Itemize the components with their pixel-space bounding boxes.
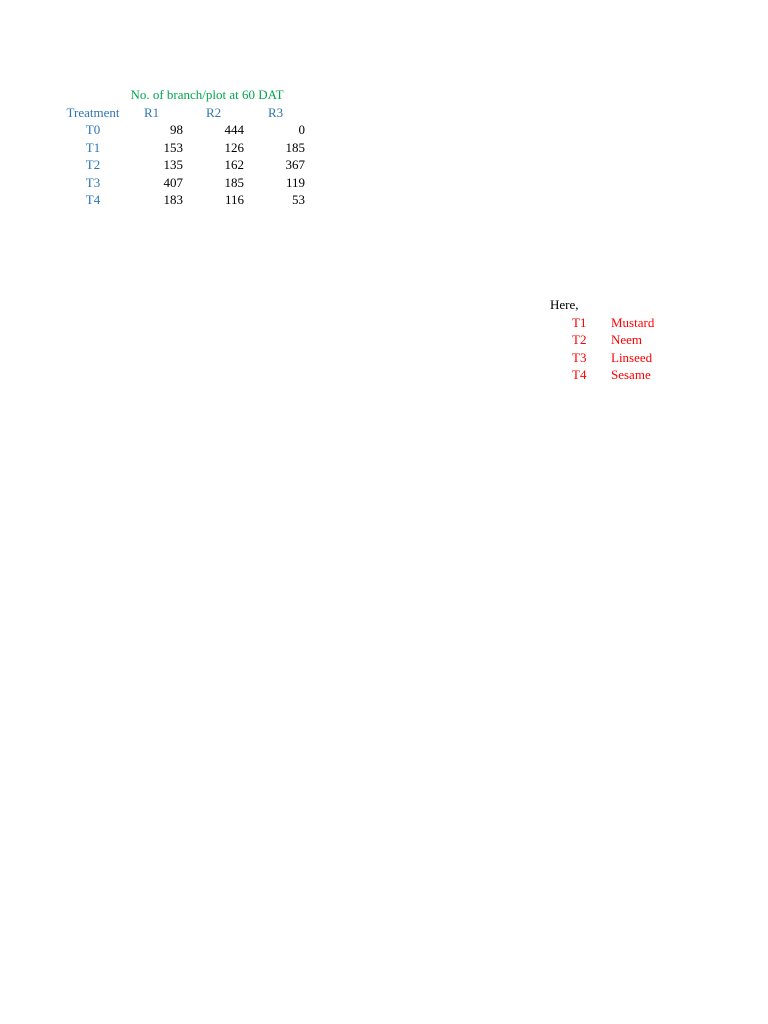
value-cell: 116 <box>224 192 244 207</box>
legend-name: Linseed <box>611 349 653 365</box>
value-cell: 407 <box>163 174 183 190</box>
header-treatment: Treatment <box>66 104 120 120</box>
value-cell: 185 <box>285 139 305 155</box>
legend-code: T1 <box>572 314 587 330</box>
value-cell: 367 <box>285 157 305 172</box>
header-r2: R2 <box>206 104 222 120</box>
legend-heading: Here, <box>550 297 579 312</box>
value-cell: 119 <box>285 174 305 190</box>
value-cell: 183 <box>163 192 183 207</box>
value-cell: 185 <box>224 174 244 190</box>
value-cell: 126 <box>224 139 244 155</box>
value-cell: 53 <box>292 192 305 207</box>
treatment-cell: T2 <box>85 157 101 172</box>
treatment-cell: T1 <box>85 139 101 155</box>
legend-name: Mustard <box>611 314 655 330</box>
value-cell: 162 <box>224 157 244 172</box>
legend-code: T4 <box>572 367 587 382</box>
legend-code: T2 <box>572 332 587 347</box>
treatment-cell: T3 <box>85 174 101 190</box>
header-r3: R3 <box>268 104 284 120</box>
value-cell: 153 <box>163 139 183 155</box>
value-cell: 135 <box>163 157 183 172</box>
treatment-cell: T4 <box>85 192 101 207</box>
legend-name: Neem <box>611 332 643 347</box>
branch-table-title: No. of branch/plot at 60 DAT <box>130 87 284 102</box>
value-cell: 98 <box>170 122 183 137</box>
value-cell: 444 <box>224 122 244 137</box>
legend-code: T3 <box>572 349 587 365</box>
treatment-cell: T0 <box>85 122 101 137</box>
value-cell: 0 <box>298 122 305 137</box>
legend-name: Sesame <box>611 367 651 382</box>
header-r1: R1 <box>144 104 160 120</box>
